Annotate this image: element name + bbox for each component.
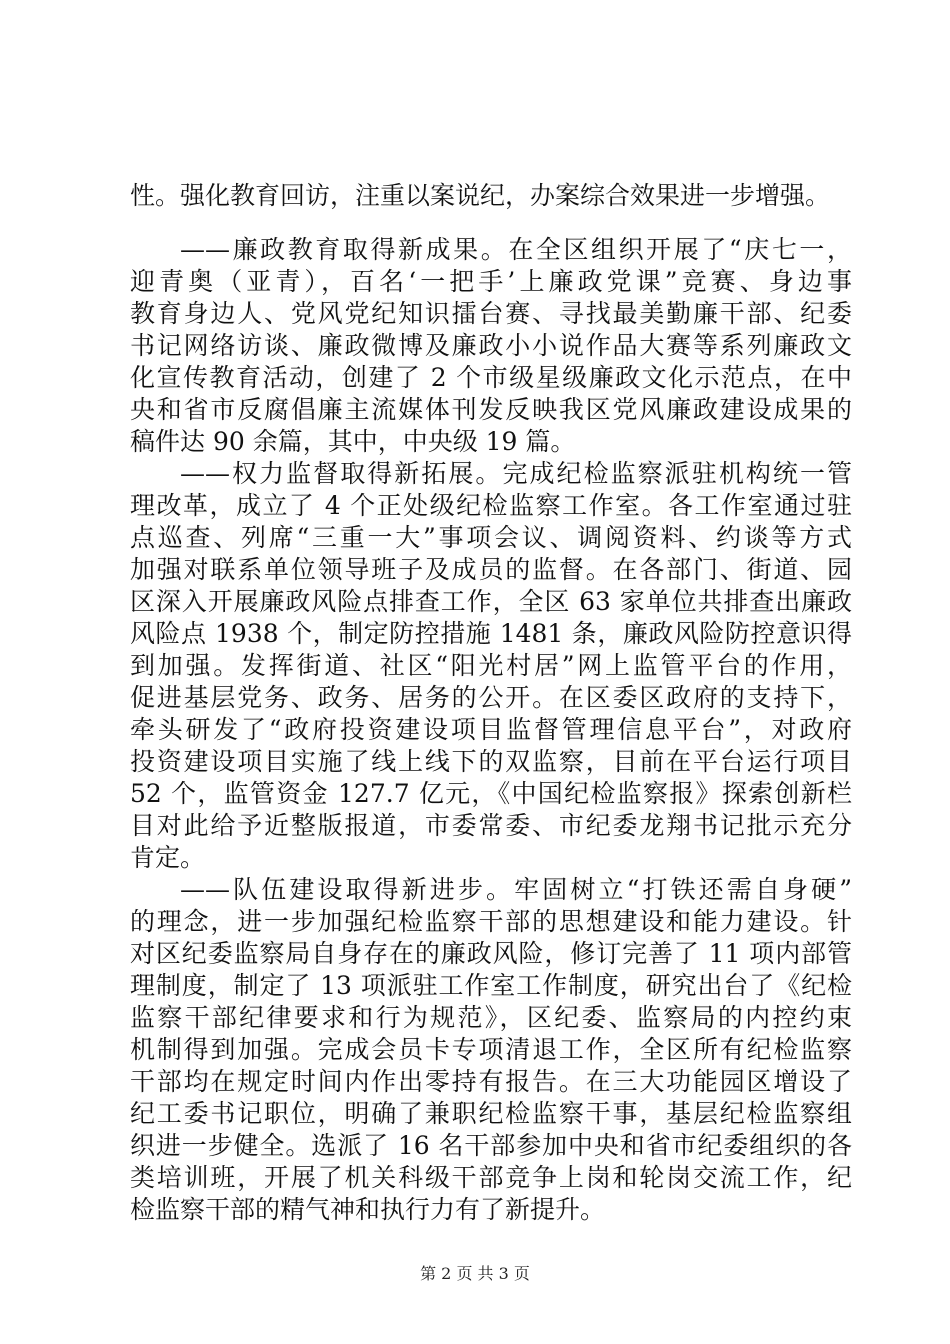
paragraph-2-line-7: 到加强。发挥街道、社区“阳光村居”网上监管平台的作用，: [130, 651, 852, 680]
paragraph-3-line-2: 的理念，进一步加强纪检监察干部的思想建设和能力建设。针: [130, 907, 852, 936]
paragraph-1-line-7: 稿件达 90 余篇，其中，中央级 19 篇。: [130, 427, 576, 456]
paragraph-2-line-8: 促进基层党务、政务、居务的公开。在区委区政府的支持下，: [130, 683, 852, 712]
paragraph-2-line-9: 牵头研发了“政府投资建设项目监督管理信息平台”，对政府: [130, 715, 852, 744]
paragraph-1-line-5: 化宣传教育活动，创建了 2 个市级星级廉政文化示范点，在中: [130, 363, 852, 392]
page-number-footer: 第 2 页 共 3 页: [420, 1264, 530, 1283]
paragraph-1-line-2: 迎青奥（亚青），百名‘一把手’上廉政党课”竞赛、身边事: [130, 267, 852, 296]
paragraph-2-line-1: ——权力监督取得新拓展。完成纪检监察派驻机构统一管: [180, 459, 852, 488]
paragraph-3-line-5: 监察干部纪律要求和行为规范》，区纪委、监察局的内控约束: [130, 1003, 852, 1032]
paragraph-1-line-1: ——廉政教育取得新成果。在全区组织开展了“庆七一，: [180, 235, 852, 264]
paragraph-3-line-7: 干部均在规定时间内作出零持有报告。在三大功能园区增设了: [130, 1067, 852, 1096]
paragraph-3-line-10: 类培训班，开展了机关科级干部竞争上岗和轮岗交流工作，纪: [130, 1163, 852, 1192]
paragraph-1-line-4: 书记网络访谈、廉政微博及廉政小小说作品大赛等系列廉政文: [130, 331, 852, 360]
paragraph-3-line-3: 对区纪委监察局自身存在的廉政风险，修订完善了 11 项内部管: [130, 939, 852, 968]
opening-line: 性。强化教育回访，注重以案说纪，办案综合效果进一步增强。: [130, 181, 831, 210]
paragraph-3-line-1: ——队伍建设取得新进步。牢固树立“打铁还需自身硬”: [180, 875, 852, 904]
paragraph-2-line-3: 点巡查、列席“三重一大”事项会议、调阅资料、约谈等方式: [130, 523, 852, 552]
paragraph-2-line-5: 区深入开展廉政风险点排查工作，全区 63 家单位共排查出廉政: [130, 587, 852, 616]
paragraph-2-line-4: 加强对联系单位领导班子及成员的监督。在各部门、街道、园: [130, 555, 852, 584]
paragraph-3-line-6: 机制得到加强。完成会员卡专项清退工作，全区所有纪检监察: [130, 1035, 852, 1064]
paragraph-2-line-11: 52 个，监管资金 127.7 亿元，《中国纪检监察报》探索创新栏: [130, 779, 852, 808]
paragraph-2-line-6: 风险点 1938 个，制定防控措施 1481 条，廉政风险防控意识得: [130, 619, 852, 648]
paragraph-2-line-2: 理改革，成立了 4 个正处级纪检监察工作室。各工作室通过驻: [130, 491, 852, 520]
paragraph-2-line-10: 投资建设项目实施了线上线下的双监察，目前在平台运行项目: [130, 747, 852, 776]
paragraph-3-line-11: 检监察干部的精气神和执行力有了新提升。: [130, 1195, 606, 1224]
paragraph-1-line-6: 央和省市反腐倡廉主流媒体刊发反映我区党风廉政建设成果的: [130, 395, 852, 424]
paragraph-2-line-13: 肯定。: [130, 843, 206, 872]
paragraph-3-line-8: 纪工委书记职位，明确了兼职纪检监察干事，基层纪检监察组: [130, 1099, 852, 1128]
paragraph-1-line-3: 教育身边人、党风党纪知识擂台赛、寻找最美勤廉干部、纪委: [130, 299, 852, 328]
paragraph-3-line-9: 织进一步健全。选派了 16 名干部参加中央和省市纪委组织的各: [130, 1131, 852, 1160]
paragraph-3-line-4: 理制度，制定了 13 项派驻工作室工作制度，研究出台了《纪检: [130, 971, 852, 1000]
paragraph-2-line-12: 目对此给予近整版报道，市委常委、市纪委龙翔书记批示充分: [130, 811, 852, 840]
